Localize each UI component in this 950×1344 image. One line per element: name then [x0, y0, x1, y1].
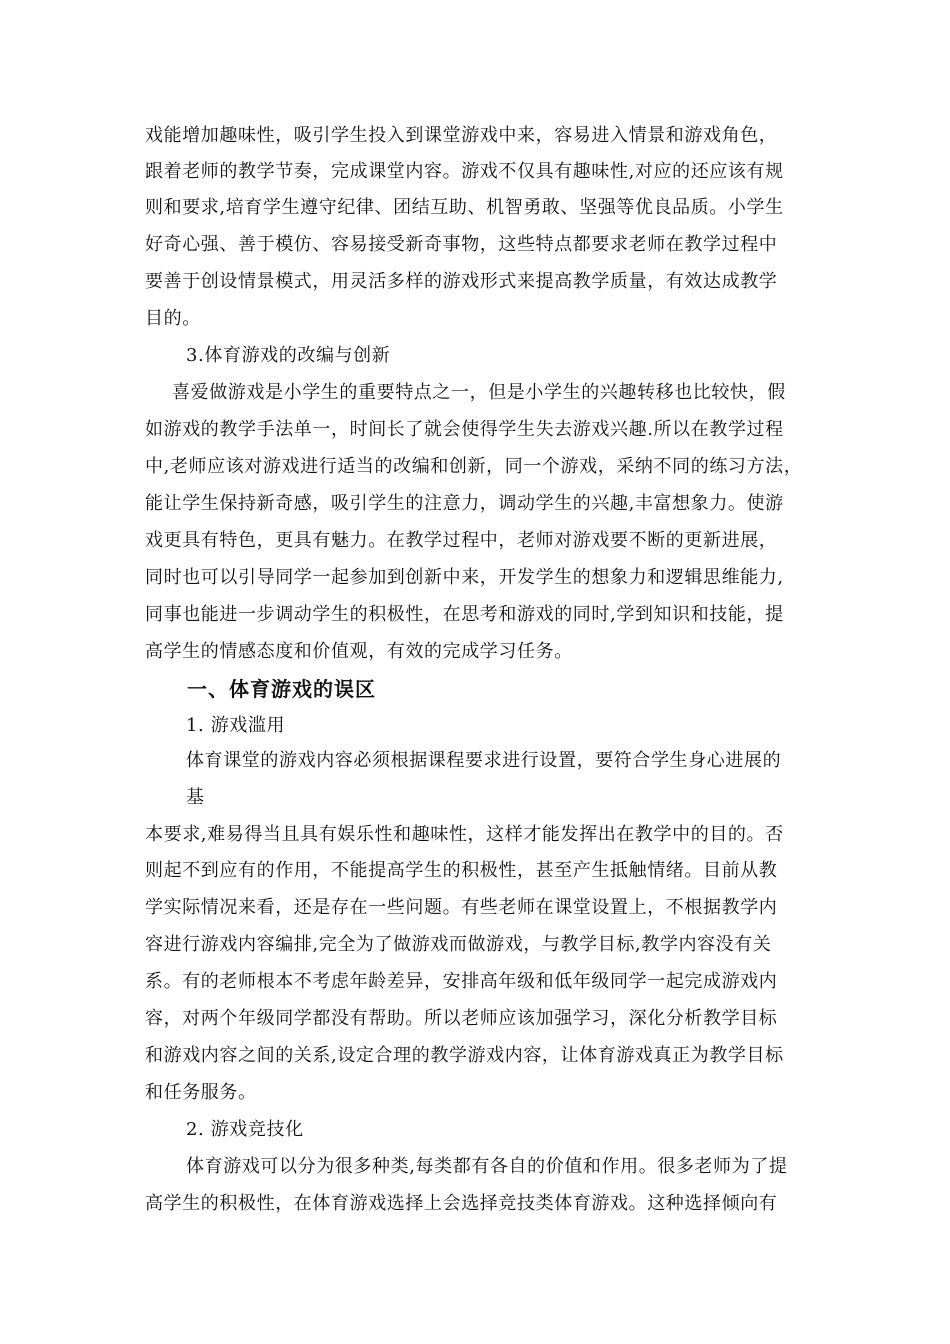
body-text-line: 和任务服务。: [145, 1082, 257, 1103]
body-text-line: 同时也可以引导同学一起参加到创新中来，开发学生的想象力和逻辑思维能力,: [145, 567, 784, 588]
body-text-line: 容，对两个年级同学都没有帮助。所以老师应该加强学习，深化分析教学目标: [145, 1008, 778, 1029]
section-subheading: 1. 游戏滥用: [186, 715, 286, 736]
section-subheading: 2. 游戏竞技化: [186, 1119, 304, 1140]
body-text-line: 中,老师应该对游戏进行适当的改编和创新，同一个游戏，采纳不同的练习方法，: [145, 456, 803, 477]
body-text-line: 同事也能进一步调动学生的积极性，在思考和游戏的同时,学到知识和技能，提: [145, 604, 784, 625]
body-text-line: 高学生的情感态度和价值观，有效的完成学习任务。: [145, 641, 573, 662]
body-text-line: 体育课堂的游戏内容必须根据课程要求进行设置，要符合学生身心进展的: [186, 750, 782, 771]
section-heading: 一、体育游戏的误区: [187, 677, 376, 701]
body-text-line: 则和要求,培育学生遵守纪律、团结互助、机智勇敢、坚强等优良品质。小学生: [145, 197, 784, 218]
body-text-line: 和游戏内容之间的关系,设定合理的教学游戏内容，让体育游戏真正为教学目标: [145, 1045, 784, 1066]
body-text-line: 能让学生保持新奇感，吸引学生的注意力，调动学生的兴趣,丰富想象力。使游: [145, 493, 784, 514]
body-text-line: 戏能增加趣味性，吸引学生投入到课堂游戏中来，容易进入情景和游戏角色，: [145, 125, 778, 146]
body-text-line: 好奇心强、善于模仿、容易接受新奇事物，这些特点都要求老师在教学过程中: [145, 234, 778, 255]
body-text-line: 跟着老师的教学节奏，完成课堂内容。游戏不仅具有趣味性,对应的还应该有规: [145, 161, 784, 182]
body-text-line: 戏更具有特色，更具有魅力。在教学过程中，老师对游戏要不断的更新进展，: [145, 530, 778, 551]
body-text-line: 体育游戏可以分为很多种类,每类都有各自的价值和作用。很多老师为了提: [186, 1156, 788, 1177]
body-text-line: 要善于创设情景模式，用灵活多样的游戏形式来提高教学质量，有效达成教学: [145, 271, 778, 292]
body-text-line: 喜爱做游戏是小学生的重要特点之一，但是小学生的兴趣转移也比较快，假: [172, 382, 786, 403]
body-text-line: 本要求,难易得当且具有娱乐性和趣味性，这样才能发挥出在教学中的目的。否: [145, 824, 784, 845]
body-text-line: 高学生的积极性，在体育游戏选择上会选择竞技类体育游戏。这种选择倾向有: [145, 1193, 778, 1214]
body-text-line: 如游戏的教学手法单一，时间长了就会使得学生失去游戏兴趣.所以在教学过程: [145, 419, 784, 440]
body-text-line: 目的。: [145, 308, 201, 329]
body-text-line: 系。有的老师根本不考虑年龄差异，安排高年级和低年级同学一起完成游戏内: [145, 971, 778, 992]
body-text-line: 容进行游戏内容编排,完全为了做游戏而做游戏，与教学目标,教学内容没有关: [145, 934, 772, 955]
body-text-line: 基: [186, 787, 205, 808]
body-text-line: 则起不到应有的作用，不能提高学生的积极性，甚至产生抵触情绪。目前从教: [145, 860, 778, 881]
section-subheading: 3.体育游戏的改编与创新: [186, 345, 391, 366]
body-text-line: 学实际情况来看，还是存在一些问题。有些老师在课堂设置上，不根据教学内: [145, 897, 778, 918]
